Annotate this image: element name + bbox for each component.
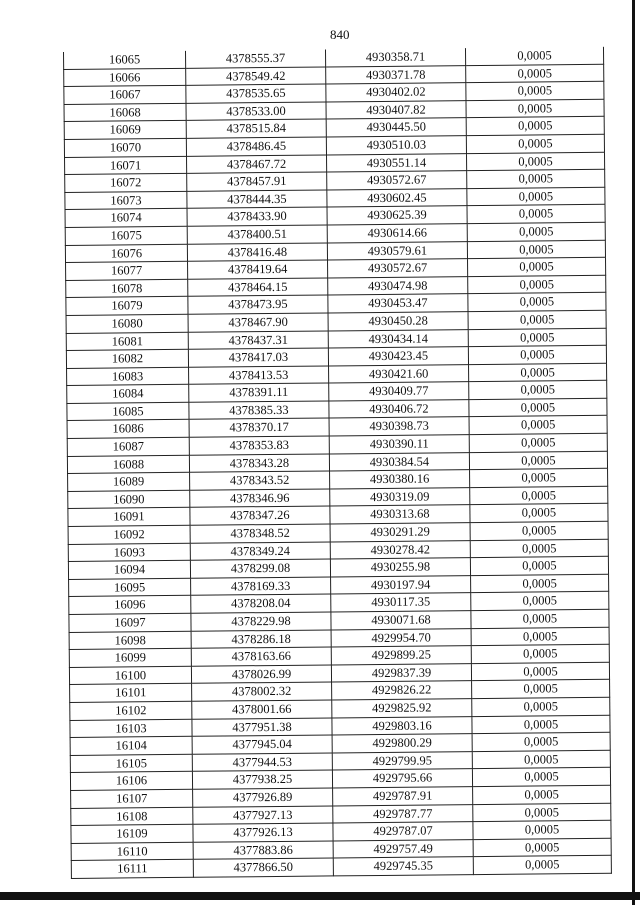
point-number-cell: 16103 [70,719,192,738]
point-number-cell: 16080 [66,314,188,333]
x-coordinate-cell: 4378533.00 [186,102,326,121]
accuracy-cell: 0,0005 [466,152,604,171]
point-number-cell: 16086 [67,420,189,439]
y-coordinate-cell: 4930406.72 [329,399,469,418]
point-number-cell: 16098 [69,631,191,650]
accuracy-cell: 0,0005 [470,539,608,558]
accuracy-cell: 0,0005 [467,240,605,259]
accuracy-cell: 0,0005 [469,451,607,470]
x-coordinate-cell: 4378400.51 [187,225,327,244]
y-coordinate-cell: 4930572.67 [328,259,468,278]
point-number-cell: 16097 [69,613,191,632]
accuracy-cell: 0,0005 [466,64,604,83]
y-coordinate-cell: 4930255.98 [330,558,470,577]
point-number-cell: 16093 [68,543,190,562]
y-coordinate-cell: 4929837.39 [331,663,471,682]
x-coordinate-cell: 4377926.89 [193,788,333,807]
x-coordinate-cell: 4378417.03 [188,348,328,367]
accuracy-cell: 0,0005 [467,187,605,206]
point-number-cell: 16074 [65,209,187,228]
x-coordinate-cell: 4378413.53 [189,366,329,385]
accuracy-cell: 0,0005 [472,750,610,769]
y-coordinate-cell: 4930313.68 [330,505,470,524]
x-coordinate-cell: 4378473.95 [188,295,328,314]
y-coordinate-cell: 4930602.45 [327,188,467,207]
point-number-cell: 16067 [64,86,186,105]
accuracy-cell: 0,0005 [473,803,611,822]
point-number-cell: 16099 [69,648,191,667]
y-coordinate-cell: 4929787.07 [333,822,473,841]
accuracy-cell: 0,0005 [467,222,605,241]
point-number-cell: 16095 [69,578,191,597]
point-number-cell: 16072 [65,173,187,192]
accuracy-cell: 0,0005 [469,363,607,382]
point-number-cell: 16091 [68,508,190,527]
y-coordinate-cell: 4929826.22 [332,681,472,700]
point-number-cell: 16079 [66,297,188,316]
point-number-cell: 16109 [71,824,193,843]
x-coordinate-cell: 4378353.83 [189,436,329,455]
accuracy-cell: 0,0005 [471,609,609,628]
y-coordinate-cell: 4929800.29 [332,734,472,753]
point-number-cell: 16085 [67,402,189,421]
x-coordinate-cell: 4378433.90 [187,207,327,226]
accuracy-cell: 0,0005 [465,47,603,65]
point-number-cell: 16071 [65,156,187,175]
accuracy-cell: 0,0005 [473,838,611,857]
point-number-cell: 16083 [67,367,189,386]
point-number-cell: 16102 [70,701,192,720]
accuracy-cell: 0,0005 [466,117,604,136]
scan-edge-right [632,0,635,905]
y-coordinate-cell: 4930407.82 [326,100,466,119]
x-coordinate-cell: 4377927.13 [193,805,333,824]
accuracy-cell: 0,0005 [471,662,609,681]
x-coordinate-cell: 4378416.48 [187,243,327,262]
coordinates-table-body [63,47,611,879]
x-coordinate-cell: 4378467.90 [188,313,328,332]
point-number-cell: 16107 [71,789,193,808]
point-number-cell: 16081 [66,332,188,351]
x-coordinate-cell: 4378464.15 [188,278,328,297]
y-coordinate-cell: 4930474.98 [328,276,468,295]
point-number-cell: 16066 [64,68,186,87]
x-coordinate-cell: 4378555.37 [185,49,325,67]
point-number-cell: 16108 [71,807,193,826]
accuracy-cell: 0,0005 [470,469,608,488]
y-coordinate-cell: 4929825.92 [332,699,472,718]
x-coordinate-cell: 4377944.53 [192,753,332,772]
y-coordinate-cell: 4930071.68 [331,611,471,630]
y-coordinate-cell: 4930614.66 [327,224,467,243]
point-number-cell: 16088 [67,455,189,474]
x-coordinate-cell: 4377938.25 [192,770,332,789]
x-coordinate-cell: 4378299.08 [190,559,330,578]
accuracy-cell: 0,0005 [467,169,605,188]
accuracy-cell: 0,0005 [466,99,604,118]
accuracy-cell: 0,0005 [470,521,608,540]
accuracy-cell: 0,0005 [470,557,608,576]
x-coordinate-cell: 4378347.26 [190,506,330,525]
point-number-cell: 16111 [71,860,193,879]
accuracy-cell: 0,0005 [468,310,606,329]
accuracy-cell: 0,0005 [470,486,608,505]
accuracy-cell: 0,0005 [469,381,607,400]
x-coordinate-cell: 4378419.64 [188,260,328,279]
point-number-cell: 16104 [70,736,192,755]
y-coordinate-cell: 4930358.71 [325,48,465,66]
x-coordinate-cell: 4378457.91 [187,172,327,191]
x-coordinate-cell: 4378535.65 [186,84,326,103]
point-number-cell: 16082 [66,349,188,368]
point-number-cell: 16101 [70,684,192,703]
accuracy-cell: 0,0005 [472,715,610,734]
accuracy-cell: 0,0005 [471,574,609,593]
y-coordinate-cell: 4930384.54 [329,452,469,471]
x-coordinate-cell: 4378549.42 [186,67,326,86]
y-coordinate-cell: 4930423.45 [328,347,468,366]
y-coordinate-cell: 4929757.49 [333,839,473,858]
y-coordinate-cell: 4929787.77 [333,804,473,823]
x-coordinate-cell: 4378343.28 [189,454,329,473]
y-coordinate-cell: 4929799.95 [332,751,472,770]
accuracy-cell: 0,0005 [473,856,611,875]
x-coordinate-cell: 4378444.35 [187,190,327,209]
accuracy-cell: 0,0005 [473,785,611,804]
x-coordinate-cell: 4378001.66 [192,700,332,719]
scan-edge-bottom [0,892,640,900]
y-coordinate-cell: 4930625.39 [327,206,467,225]
y-coordinate-cell: 4930551.14 [326,153,466,172]
y-coordinate-cell: 4929795.66 [332,769,472,788]
point-number-cell: 16096 [69,596,191,615]
y-coordinate-cell: 4930371.78 [326,65,466,84]
x-coordinate-cell: 4378208.04 [191,594,331,613]
point-number-cell: 16065 [63,51,185,69]
x-coordinate-cell: 4378163.66 [191,647,331,666]
x-coordinate-cell: 4378348.52 [190,524,330,543]
point-number-cell: 16092 [68,525,190,544]
x-coordinate-cell: 4378346.96 [190,489,330,508]
y-coordinate-cell: 4930197.94 [331,575,471,594]
accuracy-cell: 0,0005 [468,328,606,347]
x-coordinate-cell: 4378437.31 [188,330,328,349]
point-number-cell: 16094 [68,561,190,580]
y-coordinate-cell: 4929954.70 [331,628,471,647]
x-coordinate-cell: 4378391.11 [189,383,329,402]
x-coordinate-cell: 4378286.18 [191,630,331,649]
x-coordinate-cell: 4377866.50 [193,858,333,877]
point-number-cell: 16100 [69,666,191,685]
y-coordinate-cell: 4929899.25 [331,646,471,665]
x-coordinate-cell: 4377883.86 [193,841,333,860]
point-number-cell: 16068 [64,103,186,122]
x-coordinate-cell: 4377951.38 [192,718,332,737]
accuracy-cell: 0,0005 [472,732,610,751]
x-coordinate-cell: 4378370.17 [189,418,329,437]
point-number-cell: 16089 [68,473,190,492]
accuracy-cell: 0,0005 [471,627,609,646]
x-coordinate-cell: 4378385.33 [189,401,329,420]
y-coordinate-cell: 4930380.16 [330,470,470,489]
accuracy-cell: 0,0005 [469,398,607,417]
point-number-cell: 16078 [66,279,188,298]
table-row [71,856,611,879]
point-number-cell: 16069 [64,121,186,140]
accuracy-cell: 0,0005 [466,134,604,153]
accuracy-cell: 0,0005 [468,293,606,312]
accuracy-cell: 0,0005 [466,81,604,100]
accuracy-cell: 0,0005 [471,592,609,611]
point-number-cell: 16087 [67,437,189,456]
page-number: 840 [330,27,350,42]
x-coordinate-cell: 4378002.32 [192,682,332,701]
x-coordinate-cell: 4378343.52 [190,471,330,490]
accuracy-cell: 0,0005 [471,644,609,663]
y-coordinate-cell: 4930421.60 [329,364,469,383]
y-coordinate-cell: 4930579.61 [327,241,467,260]
accuracy-cell: 0,0005 [473,820,611,839]
y-coordinate-cell: 4930319.09 [330,487,470,506]
x-coordinate-cell: 4378349.24 [190,542,330,561]
point-number-cell: 16075 [65,226,187,245]
y-coordinate-cell: 4930398.73 [329,417,469,436]
accuracy-cell: 0,0005 [469,433,607,452]
point-number-cell: 16106 [70,772,192,791]
y-coordinate-cell: 4930291.29 [330,523,470,542]
x-coordinate-cell: 4378169.33 [191,577,331,596]
coordinates-table [63,47,612,879]
accuracy-cell: 0,0005 [472,697,610,716]
y-coordinate-cell: 4930278.42 [330,540,470,559]
point-number-cell: 16084 [67,385,189,404]
x-coordinate-cell: 4378229.98 [191,612,331,631]
point-number-cell: 16073 [65,191,187,210]
x-coordinate-cell: 4377926.13 [193,823,333,842]
y-coordinate-cell: 4929787.91 [333,787,473,806]
y-coordinate-cell: 4930572.67 [327,171,467,190]
accuracy-cell: 0,0005 [467,205,605,224]
y-coordinate-cell: 4930402.02 [326,83,466,102]
point-number-cell: 16077 [66,261,188,280]
x-coordinate-cell: 4378026.99 [191,665,331,684]
point-number-cell: 16090 [68,490,190,509]
accuracy-cell: 0,0005 [472,768,610,787]
y-coordinate-cell: 4930510.03 [326,136,466,155]
accuracy-cell: 0,0005 [470,504,608,523]
y-coordinate-cell: 4929745.35 [333,857,473,876]
x-coordinate-cell: 4378486.45 [186,137,326,156]
accuracy-cell: 0,0005 [472,680,610,699]
point-number-cell: 16070 [64,138,186,157]
y-coordinate-cell: 4930117.35 [331,593,471,612]
accuracy-cell: 0,0005 [468,345,606,364]
point-number-cell: 16110 [71,842,193,861]
y-coordinate-cell: 4929803.16 [332,716,472,735]
x-coordinate-cell: 4378515.84 [186,119,326,138]
y-coordinate-cell: 4930445.50 [326,118,466,137]
y-coordinate-cell: 4930450.28 [328,312,468,331]
accuracy-cell: 0,0005 [469,416,607,435]
accuracy-cell: 0,0005 [468,275,606,294]
y-coordinate-cell: 4930409.77 [329,382,469,401]
point-number-cell: 16105 [70,754,192,773]
y-coordinate-cell: 4930390.11 [329,435,469,454]
x-coordinate-cell: 4377945.04 [192,735,332,754]
point-number-cell: 16076 [65,244,187,263]
x-coordinate-cell: 4378467.72 [187,155,327,174]
y-coordinate-cell: 4930453.47 [328,294,468,313]
accuracy-cell: 0,0005 [468,257,606,276]
y-coordinate-cell: 4930434.14 [328,329,468,348]
